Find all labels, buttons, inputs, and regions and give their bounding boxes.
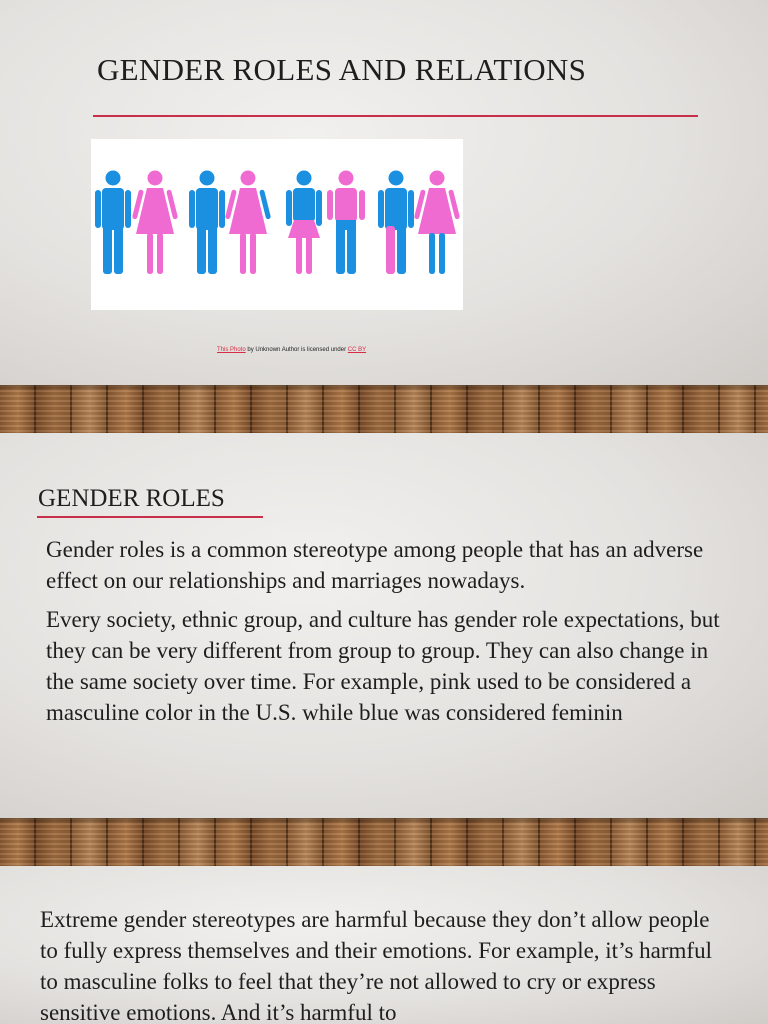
- body-paragraph: Gender roles is a common stereotype among people that has an adverse effect on our relationships and marriages nowadays.: [46, 537, 704, 593]
- woman-pink-blue-legs-figure: [414, 171, 460, 275]
- gender-figures-image: [91, 139, 463, 310]
- woman-pink-figure: [132, 171, 178, 275]
- woman-mixed-trousers-figure: [327, 171, 365, 275]
- title-underline: [93, 115, 698, 117]
- man-mixed-skirt-figure: [286, 171, 322, 275]
- man-blue-pink-legs-figure: [189, 171, 225, 275]
- attribution-text: by Unknown Author is licensed under: [245, 347, 348, 353]
- slide-1: [0, 0, 768, 385]
- woman-pink-blue-arm-figure: [225, 171, 271, 275]
- license-link[interactable]: CC BY: [347, 347, 367, 353]
- image-attribution: [217, 347, 366, 353]
- slide-title: GENDER ROLES: [38, 485, 225, 512]
- man-blue-figure: [95, 171, 131, 275]
- slide-2: [0, 433, 768, 818]
- wood-floor-divider: [0, 385, 768, 433]
- photo-link[interactable]: This Photo: [217, 347, 246, 353]
- slide-3: [0, 866, 768, 1024]
- body-paragraph: Every society, ethnic group, and culture has gender role expectations, but they can be very different from group to group. They can also change in the same society over time. For example, pink used to be considered a masculine color in the U.S. while blue was considered feminin: [46, 607, 720, 725]
- gender-figures-illustration: [91, 139, 463, 310]
- body-paragraph: Extreme gender stereotypes are harmful because they don’t allow people to fully express themselves and their emotions. For example, it’s harmful to masculine folks to feel that they’re not allowed to cry or express sensitive emotions. And it’s harmful to: [40, 907, 712, 1024]
- slide-title: GENDER ROLES AND RELATIONS: [97, 52, 587, 87]
- man-blue-pink-leg-figure: [378, 171, 414, 275]
- wood-floor-divider: [0, 818, 768, 866]
- title-underline: [37, 516, 263, 518]
